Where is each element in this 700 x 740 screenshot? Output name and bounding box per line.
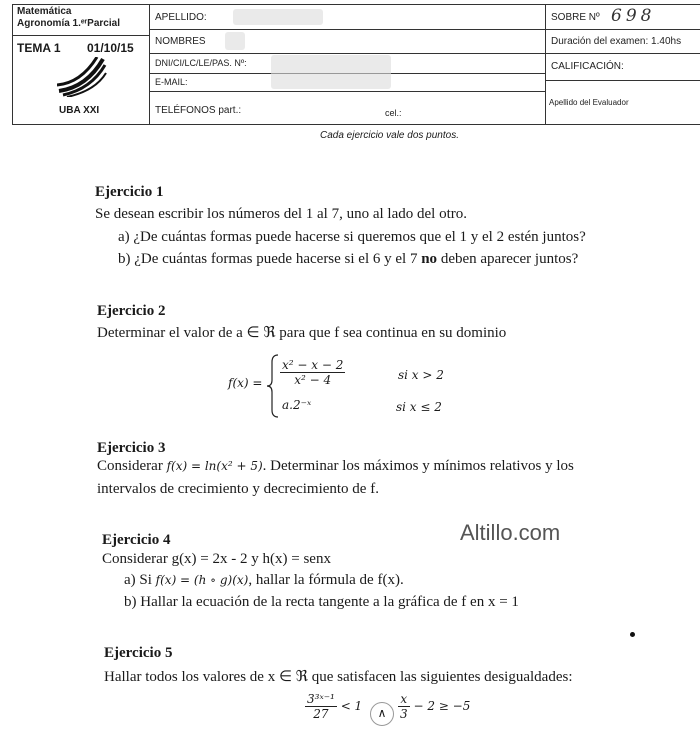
evaluador-label: Apellido del Evaluador [549, 98, 629, 107]
ex3-line2: intervalos de crecimiento y decrecimiento de f. [97, 481, 379, 497]
logo-text: UBA XXI [59, 105, 100, 116]
ex3-title: Ejercicio 3 [97, 440, 166, 456]
ex1-statement: Se desean escribir los números del 1 al 7, uno al lado del otro. [95, 206, 467, 222]
ex4-title: Ejercicio 4 [102, 532, 171, 548]
ex2-statement: Determinar el valor de a ∈ ℜ para que f sea continua en su dominio [97, 325, 507, 341]
ex2-case2: a.2⁻ˣ [282, 398, 312, 412]
theme-label: TEMA 1 [17, 41, 61, 55]
ex5-inequality-2: $\frac{x}{3}$ − 2 ≥ −5 [400, 692, 471, 721]
redacted-nombres [225, 32, 245, 50]
ex2-title: Ejercicio 2 [97, 303, 166, 319]
redacted-apellido [233, 9, 323, 25]
and-symbol: ∧ [370, 702, 394, 726]
calificacion-label: CALIFICACIÓN: [551, 61, 624, 72]
course-label: Agronomía 1.ᵉʳParcial [17, 18, 120, 29]
ex4-statement: Considerar g(x) = 2x - 2 y h(x) = senx [102, 551, 331, 567]
nombres-label: NOMBRES [155, 36, 206, 47]
ex2-cond1: si x > 2 [398, 368, 444, 382]
brace-icon [266, 354, 280, 418]
ex4-item-a: a) Si f(x) = (h ∘ g)(x), hallar la fórmula de f(x). [124, 572, 404, 588]
ink-dot [630, 632, 635, 637]
ex4-item-b: b) Hallar la ecuación de la recta tangente a la gráfica de f en x = 1 [124, 594, 519, 610]
ex2-cond2: si x ≤ 2 [396, 400, 442, 414]
telefonos-label: TELÉFONOS part.: [155, 105, 242, 116]
exam-header [12, 4, 700, 125]
dni-label: DNI/CI/LC/LE/PAS. Nº: [155, 58, 247, 68]
cel-label: cel.: [385, 108, 402, 118]
ex2-fraction: $\frac{\text{x² − x − 2}}{\text{x² − 4}}$ [282, 358, 344, 387]
ex5-inequality-1: $\frac{\text{3³ˣ⁻¹}}{27}$ < 1 [307, 692, 363, 721]
ex5-title: Ejercicio 5 [104, 645, 173, 661]
ex2-f-lhs: f(x) = [228, 376, 263, 390]
apellido-label: APELLIDO: [155, 12, 207, 23]
email-label: E-MAIL: [155, 77, 188, 87]
points-note: Cada ejercicio vale dos puntos. [320, 130, 459, 141]
redacted-dni-email [271, 55, 391, 89]
ex1-item-b: b) ¿De cuántas formas puede hacerse si el 6 y el 7 no deben aparecer juntos? [118, 251, 579, 267]
watermark: Altillo.com [460, 520, 561, 545]
sobre-number: 698 [611, 6, 656, 26]
ex5-statement: Hallar todos los valores de x ∈ ℜ que satisfacen las siguientes desigualdades: [104, 669, 573, 685]
ex1-item-a: a) ¿De cuántas formas puede hacerse si queremos que el 1 y el 2 estén juntos? [118, 229, 586, 245]
sobre-label: SOBRE Nº [551, 12, 600, 23]
duracion-label: Duración del examen: 1.40hs [551, 36, 682, 47]
uba-logo-icon [57, 57, 107, 97]
exam-date: 01/10/15 [87, 41, 134, 55]
subject-label: Matemática [17, 6, 72, 17]
ex1-title: Ejercicio 1 [95, 184, 164, 200]
ex3-statement: Considerar f(x) = ln(x² + 5). Determinar los máximos y mínimos relativos y los [97, 458, 574, 474]
